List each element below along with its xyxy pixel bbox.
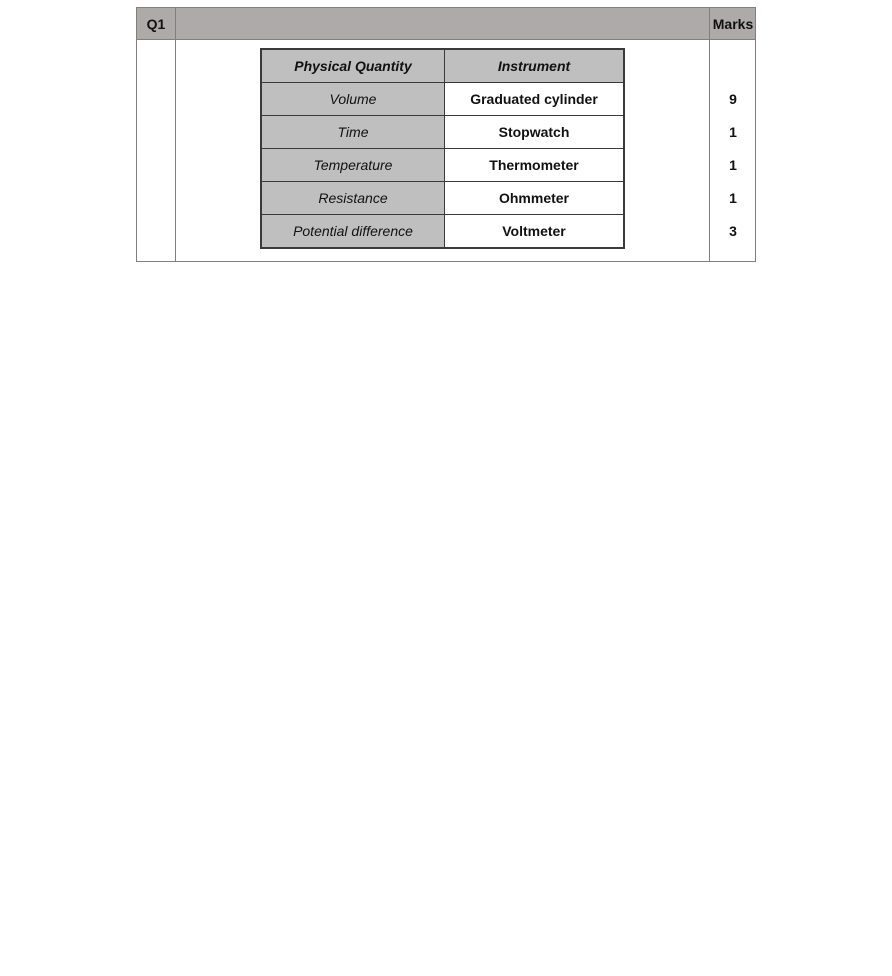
quantity-cell: Time <box>261 116 445 149</box>
quantity-instrument-table <box>260 48 625 249</box>
table-row <box>261 83 624 116</box>
mark-value: 1 <box>729 157 737 173</box>
header-instrument: Instrument <box>445 49 625 83</box>
table-header-row <box>261 49 624 83</box>
quantity-cell: Potential difference <box>261 215 445 249</box>
instrument-cell: Stopwatch <box>445 116 625 149</box>
mark-value: 1 <box>729 124 737 140</box>
instrument-cell: Thermometer <box>445 149 625 182</box>
mark-value: 9 <box>729 91 737 107</box>
table-row <box>261 215 624 249</box>
quantity-cell: Temperature <box>261 149 445 182</box>
header-physical-quantity: Physical Quantity <box>261 49 445 83</box>
mark-value: 1 <box>729 190 737 206</box>
instrument-cell: Graduated cylinder <box>445 83 625 116</box>
mark-value: 3 <box>729 223 737 239</box>
question-number: Q1 <box>146 16 166 32</box>
column-divider-left <box>175 8 176 261</box>
instrument-cell: Ohmmeter <box>445 182 625 215</box>
table-row <box>261 182 624 215</box>
table-row <box>261 116 624 149</box>
marks-header: Marks <box>712 16 754 32</box>
question-sheet <box>136 7 756 262</box>
table-row <box>261 149 624 182</box>
instrument-cell: Voltmeter <box>445 215 625 249</box>
question-header-band <box>137 8 755 40</box>
quantity-cell: Resistance <box>261 182 445 215</box>
quantity-cell: Volume <box>261 83 445 116</box>
